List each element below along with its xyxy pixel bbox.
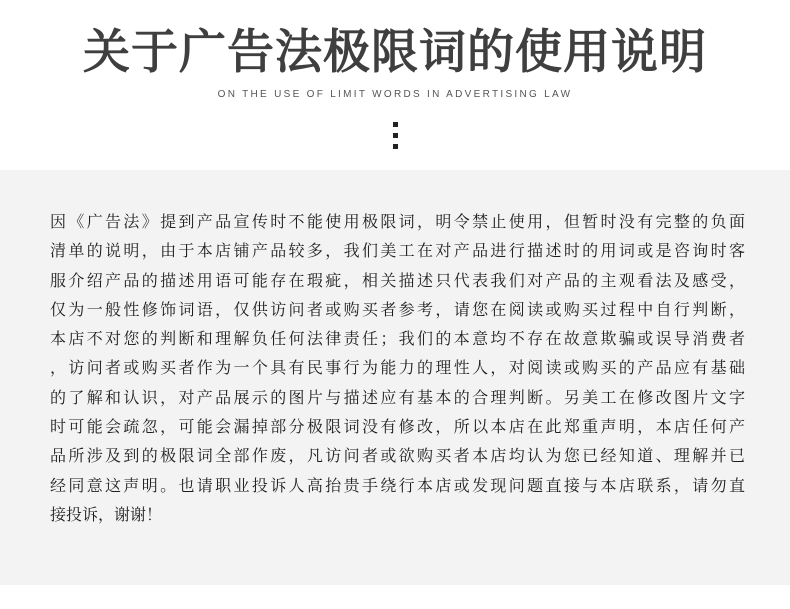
notice-line-4: 仅为一般性修饰词语，仅供访问者或购买者参考，请您在阅读或购买过程中自行判断，: [50, 299, 745, 319]
header-section: [0, 0, 790, 170]
dot-3: [393, 144, 398, 149]
notice-line-6: ，访问者或购买者作为一个具有民事行为能力的理性人，对阅读或购买的产品应有基础: [50, 358, 745, 378]
dot-1: [393, 122, 398, 127]
notice-line-10: 经同意这声明。也请职业投诉人高抬贵手绕行本店或发现问题直接与本店联系，请勿直: [50, 475, 745, 495]
notice-line-11: 接投诉，谢谢！: [50, 504, 163, 524]
notice-line-2: 清单的说明，由于本店铺产品较多，我们美工在对产品进行描述时的用词或是咨询时客: [50, 241, 745, 261]
notice-body: [50, 207, 745, 529]
vertical-dots-icon: [393, 122, 399, 150]
page-title: 关于广告法极限词的使用说明: [83, 25, 707, 80]
notice-line-5: 本店不对您的判断和理解负任何法律责任；我们的本意均不存在故意欺骗或误导消费者: [50, 329, 745, 349]
notice-line-3: 服介绍产品的描述用语可能存在瑕疵，相关描述只代表我们对产品的主观看法及感受，: [50, 270, 745, 290]
notice-panel: [0, 170, 790, 585]
dot-2: [393, 133, 398, 138]
notice-line-9: 品所涉及到的极限词全部作废，凡访问者或欲购买者本店均认为您已经知道、理解并已: [50, 446, 745, 466]
page-subtitle: ON THE USE OF LIMIT WORDS IN ADVERTISING LAW: [217, 89, 573, 100]
notice-line-7: 的了解和认识，对产品展示的图片与描述应有基本的合理判断。另美工在修改图片文字: [50, 387, 745, 407]
notice-line-1: 因《广告法》提到产品宣传时不能使用极限词，明令禁止使用，但暂时没有完整的负面: [50, 212, 745, 231]
notice-line-8: 时可能会疏忽，可能会漏掉部分极限词没有修改，所以本店在此郑重声明，本店任何产: [50, 417, 745, 437]
footer-band: [0, 585, 790, 609]
